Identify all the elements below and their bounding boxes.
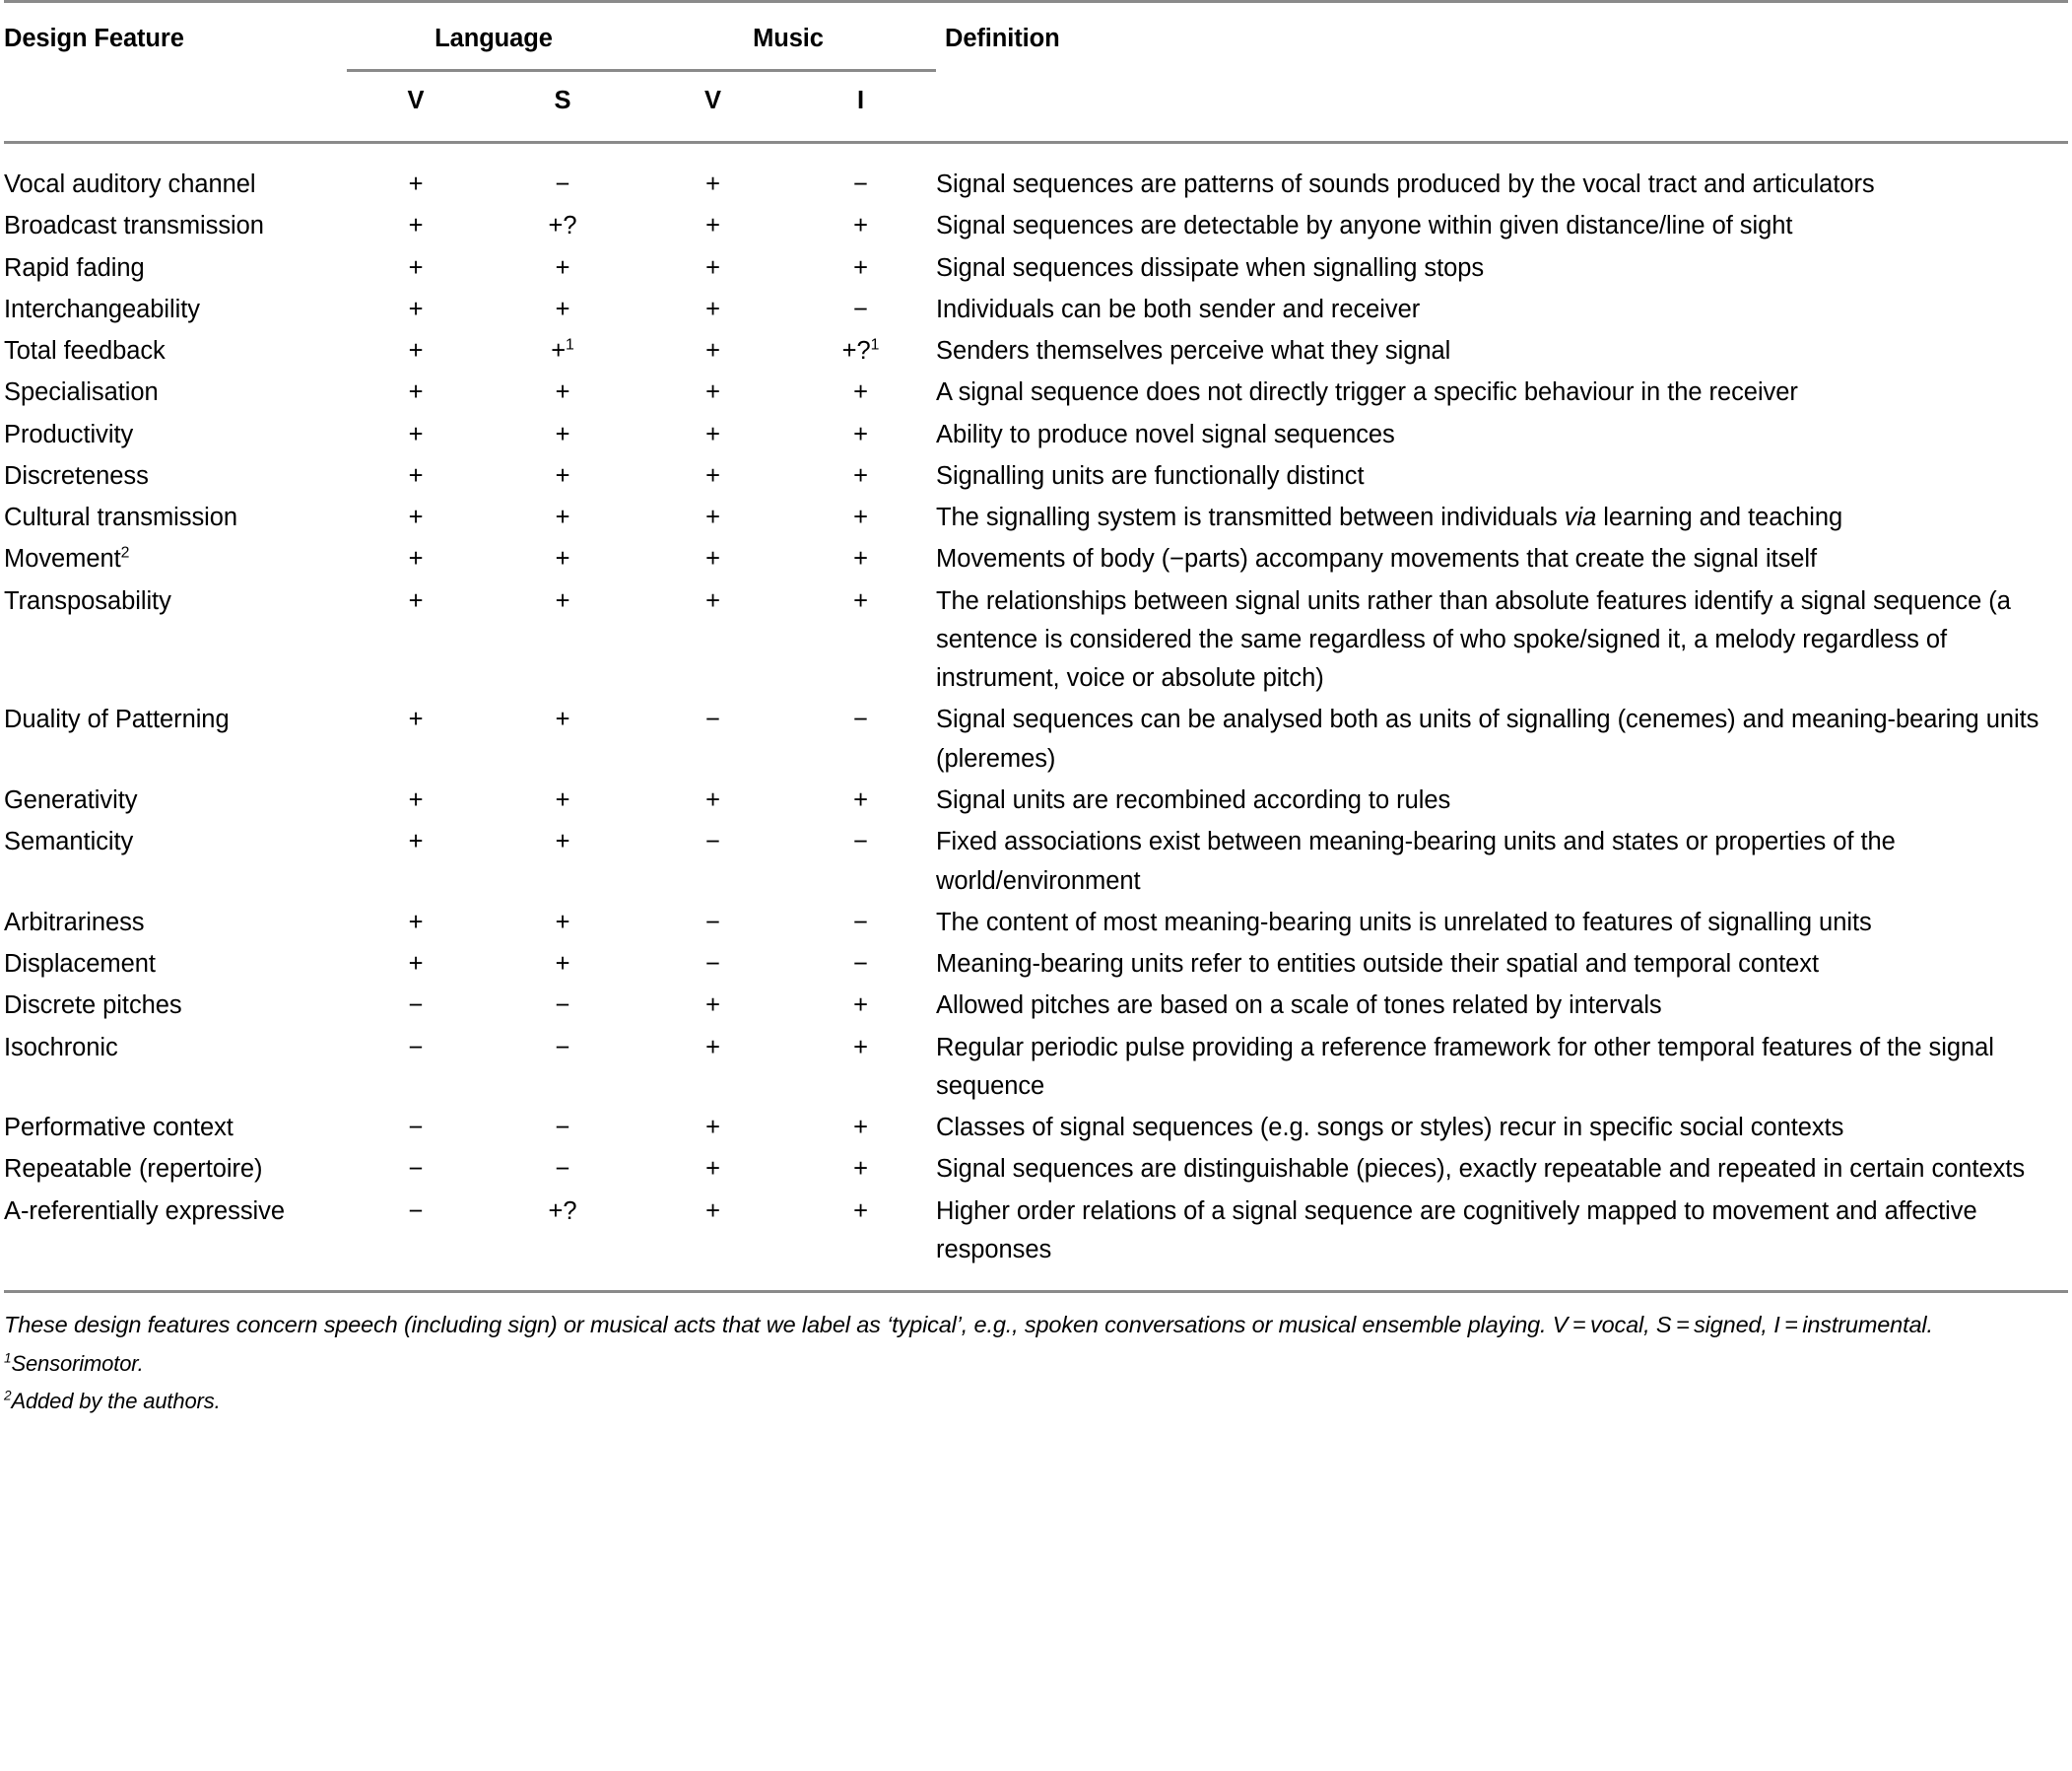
cell-music-instrumental: +: [853, 545, 868, 574]
cell-language-signed: +?: [548, 212, 577, 240]
table-row: [4, 374, 2068, 415]
row-feature-name: Discrete pitches: [4, 991, 182, 1020]
cell-music-instrumental: +: [853, 420, 868, 448]
row-feature-name: A-referentially expressive: [4, 1196, 285, 1225]
table-row: [4, 904, 2068, 945]
cell-music-instrumental: +: [853, 212, 868, 240]
subcolumn-language-signed: S: [554, 87, 571, 114]
cell-language-signed: +$^1$: [551, 336, 574, 366]
header-group-rules: [4, 61, 2068, 79]
subheader-definition-spacer: [936, 79, 2068, 141]
column-group-music: Music: [753, 25, 824, 52]
row-definition: Signal units are recombined according to rules: [936, 785, 1451, 814]
cell-language-signed: +: [555, 586, 570, 615]
row-definition: Senders themselves perceive what they signal: [936, 337, 1451, 366]
subcolumn-music-instrumental: I: [856, 87, 865, 114]
cell-music-instrumental: +: [853, 378, 868, 407]
footnote-2-text: Added by the authors.: [11, 1389, 221, 1414]
cell-language-signed: +: [555, 785, 570, 814]
cell-music-vocal: +: [705, 586, 720, 615]
row-feature-name: Arbitrariness: [4, 908, 145, 936]
cell-language-signed: −: [555, 1033, 570, 1061]
row-definition: Higher order relations of a signal sequence are cognitively mapped to movement and affective responses: [936, 1196, 1977, 1263]
footnote-1-marker: 1: [4, 1350, 12, 1366]
table-row: [4, 823, 2068, 904]
cell-language-vocal: +: [408, 504, 424, 532]
cell-language-signed: −: [555, 1114, 570, 1142]
cell-music-vocal: +: [705, 212, 720, 240]
cell-language-vocal: +: [408, 586, 424, 615]
table-row: [4, 987, 2068, 1028]
cell-language-signed-footnote-marker: 1: [566, 336, 574, 354]
table-row: [4, 291, 2068, 332]
cell-language-vocal: +: [408, 378, 424, 407]
definition-emphasis: via: [1564, 504, 1597, 532]
cell-language-signed: +: [555, 504, 570, 532]
language-group-rule: [347, 61, 640, 79]
subheader-spacer: [4, 79, 347, 141]
cell-music-instrumental: +: [853, 991, 868, 1020]
cell-music-instrumental: −: [853, 295, 868, 323]
row-definition: Signal sequences can be analysed both as units of signalling (cenemes) and meaning-bearing units (pleremes): [936, 706, 2039, 773]
row-feature-name: Generativity: [4, 785, 138, 814]
cell-language-vocal: +: [408, 212, 424, 240]
cell-music-vocal: −: [705, 950, 720, 979]
header-group-row: [4, 3, 2068, 61]
table-row: [4, 249, 2068, 291]
cell-music-instrumental: +: [853, 1196, 868, 1225]
footnote-1-text: Sensorimotor.: [11, 1351, 144, 1377]
row-feature-name: Isochronic: [4, 1033, 118, 1061]
cell-music-vocal: +: [705, 1033, 720, 1061]
cell-music-instrumental: −: [853, 950, 868, 979]
table-row: [4, 207, 2068, 248]
cell-language-signed: +: [555, 420, 570, 448]
cell-language-vocal: −: [408, 1033, 424, 1061]
row-definition: Signal sequences are detectable by anyone within given distance/line of sight: [936, 212, 1793, 240]
cell-music-vocal: +: [705, 785, 720, 814]
row-definition: A signal sequence does not directly trigger a specific behaviour in the receiver: [936, 378, 1798, 407]
cell-music-vocal: +: [705, 295, 720, 323]
cell-language-signed: −: [555, 1155, 570, 1184]
row-feature-name: Performative context: [4, 1114, 234, 1142]
cell-language-vocal: +: [408, 295, 424, 323]
cell-music-instrumental: +: [853, 461, 868, 490]
cell-music-vocal: +: [705, 170, 720, 198]
cell-language-vocal: +: [408, 706, 424, 734]
table-row: [4, 782, 2068, 823]
row-feature-name: Vocal auditory channel: [4, 170, 256, 198]
cell-language-signed: +: [555, 545, 570, 574]
table-body: [4, 143, 2068, 1273]
subcolumn-language-vocal: V: [407, 87, 425, 114]
cell-music-vocal: +: [705, 420, 720, 448]
cell-music-instrumental: +?$^1$: [841, 336, 880, 366]
column-header-design-feature: Design Feature: [4, 25, 184, 52]
cell-music-instrumental-footnote-marker: 1: [870, 336, 880, 354]
row-definition: The content of most meaning-bearing units is unrelated to features of signalling units: [936, 908, 1872, 936]
cell-language-vocal: +: [408, 461, 424, 490]
row-feature-name: Productivity: [4, 420, 134, 448]
table-row: [4, 1029, 2068, 1110]
row-feature-name: Specialisation: [4, 378, 159, 407]
row-definition: Movements of body (−parts) accompany movements that create the signal itself: [936, 545, 1818, 574]
table-row: [4, 457, 2068, 499]
row-definition: The relationships between signal units rather than absolute features identify a signal sequence (a sentence is considered the same regardless of who spoke/signed it, a melody regardless of instrument, voice or absolute pitch): [936, 586, 2011, 693]
cell-language-signed: +: [555, 253, 570, 282]
cell-music-instrumental: +: [853, 504, 868, 532]
cell-music-vocal: +: [705, 1196, 720, 1225]
feature-footnote-marker: 2: [120, 544, 130, 562]
cell-music-vocal: +: [705, 504, 720, 532]
cell-language-vocal: +: [408, 785, 424, 814]
table-row: [4, 1109, 2068, 1150]
header-subcolumn-row: [4, 79, 2068, 141]
table-row: [4, 540, 2068, 581]
table-row: [4, 332, 2068, 374]
row-definition: Allowed pitches are based on a scale of tones related by intervals: [936, 991, 1662, 1020]
cell-language-vocal: +: [408, 908, 424, 936]
cell-language-signed: +: [555, 828, 570, 856]
cell-music-vocal: +: [705, 1155, 720, 1184]
row-definition: Regular periodic pulse providing a reference framework for other temporal features of the signal sequence: [936, 1033, 1994, 1100]
cell-music-vocal: −: [705, 908, 720, 936]
cell-language-vocal: −: [408, 1196, 424, 1225]
cell-language-vocal: −: [408, 1114, 424, 1142]
row-feature-name: Rapid fading: [4, 253, 145, 282]
cell-language-signed: +: [555, 706, 570, 734]
cell-music-vocal: −: [705, 828, 720, 856]
row-definition: The signalling system is transmitted between individuals via learning and teaching: [936, 504, 1843, 532]
cell-music-instrumental: +: [853, 785, 868, 814]
cell-music-vocal: +: [705, 253, 720, 282]
row-feature-name: Total feedback: [4, 337, 166, 366]
table-row: [4, 416, 2068, 457]
footnote-2-marker: 2: [4, 1388, 12, 1403]
table-row: [4, 701, 2068, 782]
cell-language-signed: +: [555, 295, 570, 323]
cell-music-vocal: +: [705, 378, 720, 407]
cell-music-vocal: +: [705, 545, 720, 574]
row-feature-name: Semanticity: [4, 828, 134, 856]
table-footnotes: [4, 1293, 2068, 1415]
table-row: [4, 582, 2068, 702]
row-feature-name: Interchangeability: [4, 295, 200, 323]
row-definition: Individuals can be both sender and receiver: [936, 295, 1421, 323]
row-definition: Meaning-bearing units refer to entities outside their spatial and temporal context: [936, 950, 1819, 979]
cell-music-instrumental: −: [853, 706, 868, 734]
cell-music-vocal: +: [705, 1114, 720, 1142]
cell-music-instrumental: +: [853, 253, 868, 282]
row-feature-name: Transposability: [4, 586, 171, 615]
row-definition: Classes of signal sequences (e.g. songs or styles) recur in specific social contexts: [936, 1114, 1844, 1142]
music-group-rule: [640, 61, 936, 79]
table-row: [4, 945, 2068, 987]
cell-language-vocal: +: [408, 420, 424, 448]
row-feature-name: Repeatable (repertoire): [4, 1155, 263, 1184]
table-row: [4, 143, 2068, 208]
row-definition: Signalling units are functionally distinct: [936, 461, 1365, 490]
cell-language-signed: +: [555, 908, 570, 936]
footnote-1: [4, 1349, 2068, 1378]
row-definition: Fixed associations exist between meaning-bearing units and states or properties of the world/environment: [936, 828, 1896, 895]
cell-music-instrumental: +: [853, 586, 868, 615]
cell-music-instrumental: −: [853, 828, 868, 856]
cell-language-vocal: +: [408, 170, 424, 198]
cell-language-vocal: +: [408, 253, 424, 282]
row-feature-name: Discreteness: [4, 461, 149, 490]
cell-language-vocal: +: [408, 828, 424, 856]
cell-language-signed: +?: [548, 1196, 577, 1225]
cell-language-signed: −: [555, 170, 570, 198]
cell-language-signed: +: [555, 461, 570, 490]
cell-language-vocal: +: [408, 337, 424, 366]
cell-language-vocal: +: [408, 545, 424, 574]
row-definition: Signal sequences dissipate when signalling stops: [936, 253, 1485, 282]
table-row: [4, 1150, 2068, 1192]
table-row: [4, 1192, 2068, 1273]
footnote-2: [4, 1387, 2068, 1415]
cell-language-vocal: +: [408, 950, 424, 979]
cell-music-instrumental: +: [853, 1114, 868, 1142]
cell-music-vocal: +: [705, 461, 720, 490]
table-header: [4, 2, 2068, 143]
cell-language-signed: +: [555, 378, 570, 407]
cell-language-vocal: −: [408, 1155, 424, 1184]
row-feature-name: Cultural transmission: [4, 504, 238, 532]
design-features-table: [4, 0, 2068, 1272]
cell-language-signed: −: [555, 991, 570, 1020]
row-definition: Signal sequences are distinguishable (pieces), exactly repeatable and repeated in certain contexts: [936, 1155, 2026, 1184]
row-definition: Ability to produce novel signal sequences: [936, 420, 1395, 448]
row-definition: Signal sequences are patterns of sounds produced by the vocal tract and articulators: [936, 170, 1875, 198]
cell-music-vocal: +: [705, 337, 720, 366]
subcolumn-music-vocal: V: [703, 87, 721, 114]
cell-music-vocal: +: [705, 991, 720, 1020]
footnote-main: These design features concern speech (including sign) or musical acts that we label as ‘typical’, e.g., spoken conversations or musical ensemble playing. V = vocal, S = signed, I = instrumental.: [4, 1312, 1933, 1338]
cell-music-instrumental: −: [853, 908, 868, 936]
cell-language-vocal: −: [408, 991, 424, 1020]
cell-music-instrumental: +: [853, 1033, 868, 1061]
cell-music-vocal: −: [705, 706, 720, 734]
cell-music-instrumental: +: [853, 1155, 868, 1184]
row-feature-name: Displacement: [4, 950, 156, 979]
column-group-language: Language: [434, 25, 553, 52]
column-header-definition: Definition: [945, 25, 1060, 52]
row-feature-name: Movement$^2$: [4, 544, 130, 574]
table-row: [4, 499, 2068, 540]
row-feature-name: Duality of Patterning: [4, 706, 230, 734]
row-feature-name: Broadcast transmission: [4, 212, 264, 240]
cell-language-signed: +: [555, 950, 570, 979]
cell-music-instrumental: −: [853, 170, 868, 198]
